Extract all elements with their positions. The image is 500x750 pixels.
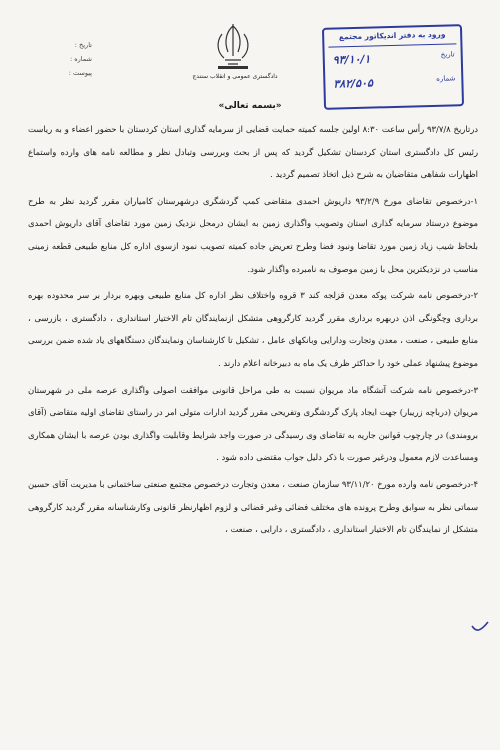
paragraph-item-2: ۲-درخصوص نامه شرکت پوکه معدن قزلجه کند ۳ قروه واختلاف نظر اداره کل منابع طبیعی وبهره بردار بر سر محدوده بهره برداری وچگونگی اذن دربهره برداری مقرر گردید کارگروهی متشکل ازنمایندگان تام الاختیار استانداری ، دادگستری ، بازرسی ، منابع طبیعی ، صنعت ، معدن وتجارت ودارایی وبانکهای عامل ، تشکیل تا کارشناسان ونمایندگان دستگاههای یاد شده ضمن بررسی موضوع پیشنهاد عملی خود را حداکثر ظرف یک ماه به دبیرخانه اعلام دارند . [28, 290, 478, 368]
paragraph-intro: درتاریخ ۹۳/۷/۸ رأس ساعت ۸:۳۰ اولین جلسه کمیته حمایت قضایی از سرمایه گذاری استان کردستان با حضور اعضاء و به ریاست رئیس کل دادگستری استان کردستان تشکیل گردید که پس از بحث وبررسی وتبادل نظر و مطالعه نامه های وارده واستماع اظهارات شفاهی متقاضیان به شرح ذیل اتخاذ تصمیم گردید . [28, 124, 478, 180]
paragraph-item-4: ۴-درخصوص نامه وارده مورخ ۹۳/۱۱/۲۰ سازمان صنعت ، معدن وتجارت درخصوص مجتمع صنعتی ساختمانی با مدیریت آقای حسین سماتی نظر به سوابق وطرح پرونده های مختلف فضائی وغیر قضائی و لزوم اظهارنظر قانونی وکارشناسانه مقرر گردید کارگروهی متشکل از نمایندگان تام الاختیار استانداری ، دادگستری ، دارایی ، صنعت ، [28, 478, 478, 535]
number-label: شماره : [70, 55, 92, 63]
date-label: تاریخ : [74, 41, 92, 49]
stamp-number-value: ۳۸۲/۵۰۵ [333, 76, 374, 91]
paragraph-item-1: ۱-درخصوص تقاضای مورخ ۹۳/۲/۹ داریوش احمدی متقاضی کمپ گردشگری درشهرستان کامیاران مقرر گردید نظر به طرح موضوع درستاد سرمایه گذاری استان وتصویب واگذاری زمین به ایشان درمحل نزدیک زمین مورد تقاضای آقای داریوش احمدی بلحاظ شیب زیاد زمین مورد تقاضا ونبود فضا وطرح تعریض جاده کمیته تصویب نمود ازسوی اداره کل منابع طبیعی قطعه زمینی مناسب در نزدیکترین محل با زمین موصوف به نامبرده واگذار شود. [28, 195, 478, 274]
handwritten-check-icon [470, 620, 490, 634]
stamp-title: ورود به دفتر اندیکاتور مجتمع [328, 29, 456, 47]
attachment-label: پیوست : [68, 69, 92, 77]
entry-stamp [322, 24, 464, 110]
org-name: دادگستری عمومی و انقلاب سنندج [192, 73, 278, 80]
iran-emblem-icon [208, 20, 258, 72]
stamp-date-label: تاریخ [440, 50, 455, 59]
paragraph-item-3: ۳-درخصوص نامه شرکت آتشگاه ماد مریوان نسبت به طی مراحل قانونی موافقت اصولی واگذاری عرصه ملی در شهرستان مریوان (درباچه زریبار) جهت ایجاد پارک گردشگری وتفریحی مقرر گردید ادارات متولی امر در راستای تقاضای اولیه متقاضی (آقای برومندی) در چارچوب قوانین جاریه به تقاضای وی رسیدگی در صورت واجد شرایط وقابلیت واگذاری بودن عرصه با ایشان همکاری ومساعدت لازم معمول ودرغیر صورت با ذکر دلیل جواب مقتضی داده شود . [28, 384, 478, 463]
header-meta [22, 38, 92, 80]
minutes-body [28, 118, 478, 545]
bismillah-heading: «بسمه تعالی» [218, 101, 282, 111]
stamp-date-value: ۹۳/۱۰/۱ [332, 52, 371, 67]
stamp-number-label: شماره [436, 74, 456, 83]
